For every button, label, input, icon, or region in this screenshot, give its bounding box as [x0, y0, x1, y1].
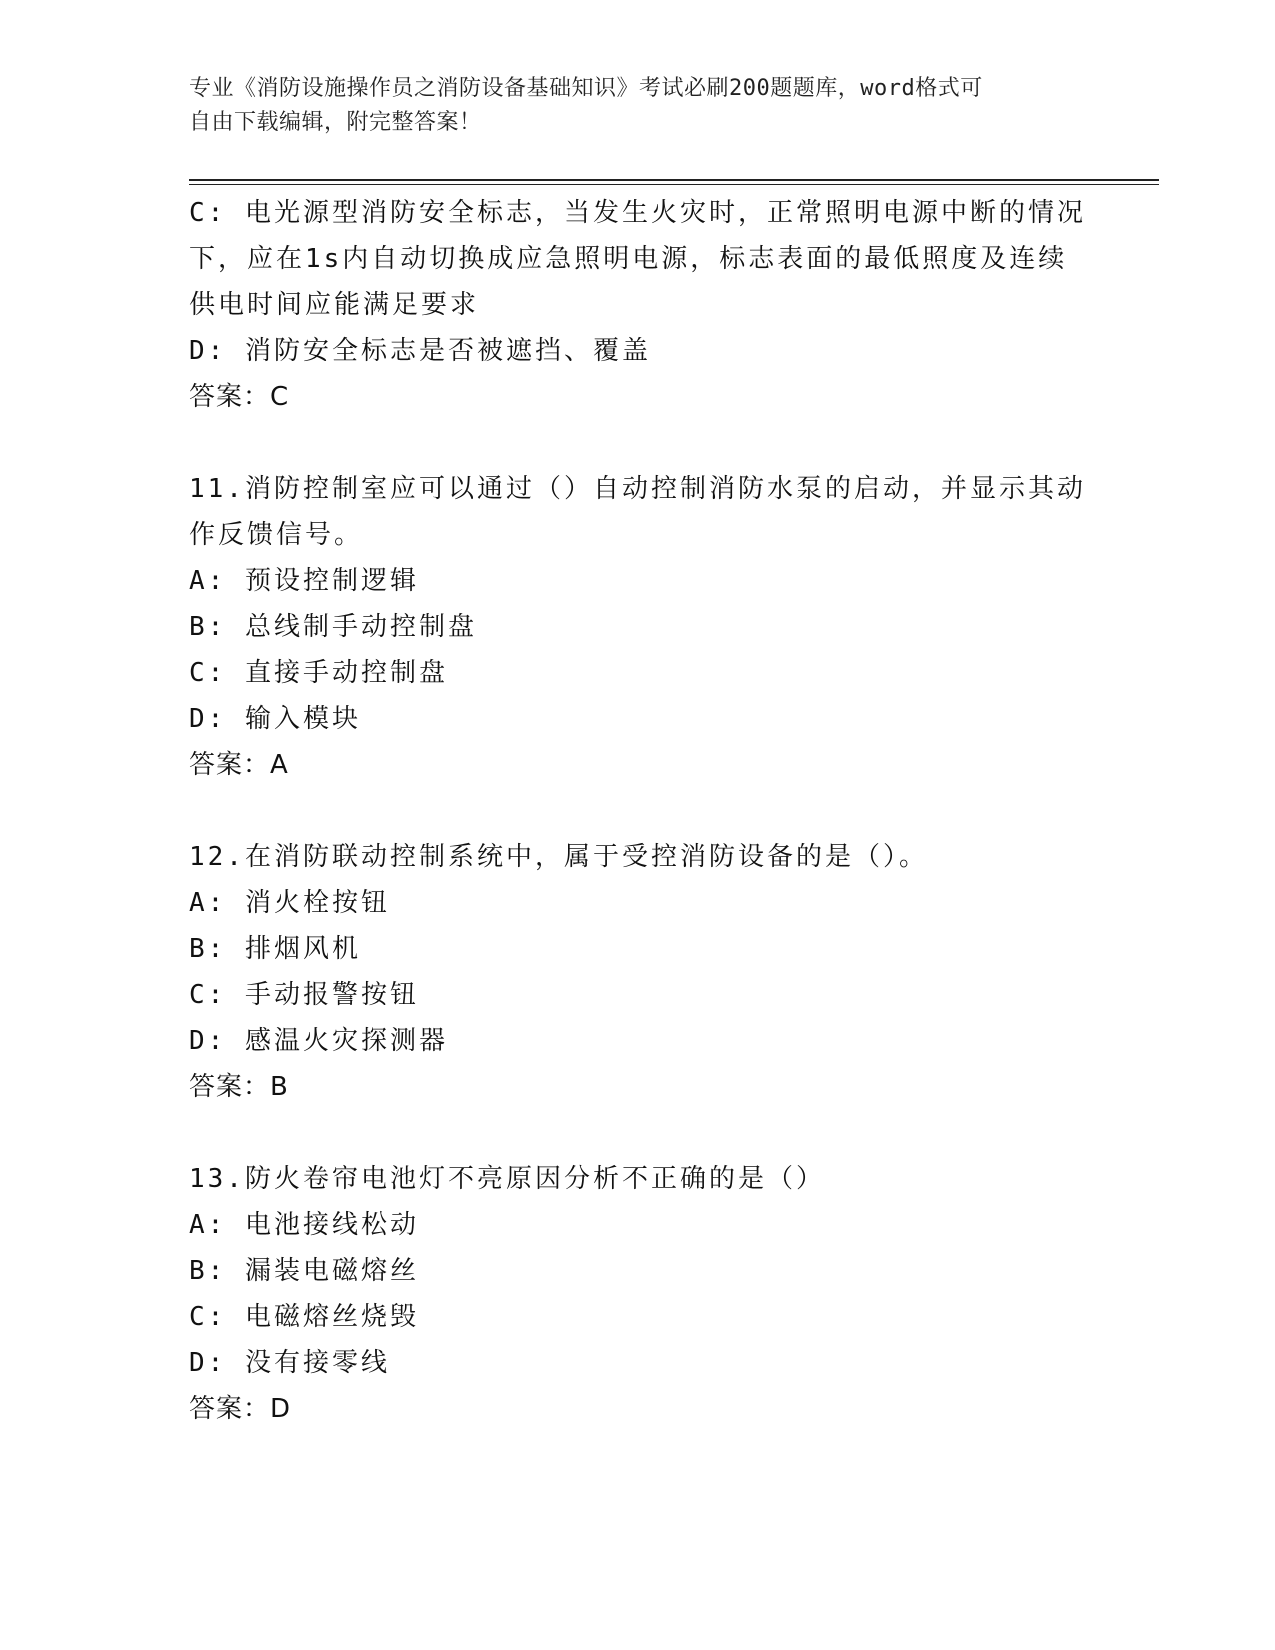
option-d: D: 消防安全标志是否被遮挡、覆盖 — [189, 336, 651, 366]
question-12 — [189, 834, 1089, 1110]
option-b: B: 排烟风机 — [189, 934, 361, 964]
option-d: D: 感温火灾探测器 — [189, 1026, 448, 1056]
question-stem: 13.防火卷帘电池灯不亮原因分析不正确的是（） — [189, 1164, 825, 1194]
option-d: D: 没有接零线 — [189, 1348, 390, 1378]
question-list — [189, 190, 1089, 1432]
option-a: A: 预设控制逻辑 — [189, 566, 419, 596]
answer: 答案：C — [189, 382, 290, 412]
option-c: C: 电磁熔丝烧毁 — [189, 1302, 419, 1332]
question-10-continued — [189, 190, 1089, 420]
answer: 答案：A — [189, 750, 289, 780]
question-stem: 12.在消防联动控制系统中，属于受控消防设备的是（）。 — [189, 842, 928, 872]
question-11 — [189, 466, 1089, 788]
header-rule-thick — [189, 179, 1159, 181]
question-stem-line-1: 11.消防控制室应可以通过（）自动控制消防水泵的启动，并显示其动 — [189, 474, 1086, 504]
option-b: B: 总线制手动控制盘 — [189, 612, 477, 642]
question-stem-line-2: 作反馈信号。 — [189, 520, 364, 550]
option-c: C: 直接手动控制盘 — [189, 658, 448, 688]
spacer — [189, 420, 1089, 466]
question-13 — [189, 1156, 1089, 1432]
header-rule-thin — [189, 184, 1159, 185]
option-a: A: 消火栓按钮 — [189, 888, 390, 918]
option-c-line-1: C: 电光源型消防安全标志，当发生火灾时，正常照明电源中断的情况 — [189, 198, 1086, 228]
option-b: B: 漏装电磁熔丝 — [189, 1256, 419, 1286]
answer: 答案：B — [189, 1072, 289, 1102]
spacer — [189, 1110, 1089, 1156]
option-c: C: 手动报警按钮 — [189, 980, 419, 1010]
document-header — [189, 72, 1089, 140]
option-c-line-3: 供电时间应能满足要求 — [189, 290, 480, 320]
header-title-line-1: 专业《消防设施操作员之消防设备基础知识》考试必刷200题题库，word格式可 — [189, 76, 983, 101]
option-a: A: 电池接线松动 — [189, 1210, 419, 1240]
spacer — [189, 788, 1089, 834]
option-d: D: 输入模块 — [189, 704, 361, 734]
header-title-line-2: 自由下载编辑，附完整答案！ — [189, 110, 482, 135]
answer: 答案：D — [189, 1394, 292, 1424]
option-c-line-2: 下，应在1s内自动切换成应急照明电源，标志表面的最低照度及连续 — [189, 244, 1068, 274]
